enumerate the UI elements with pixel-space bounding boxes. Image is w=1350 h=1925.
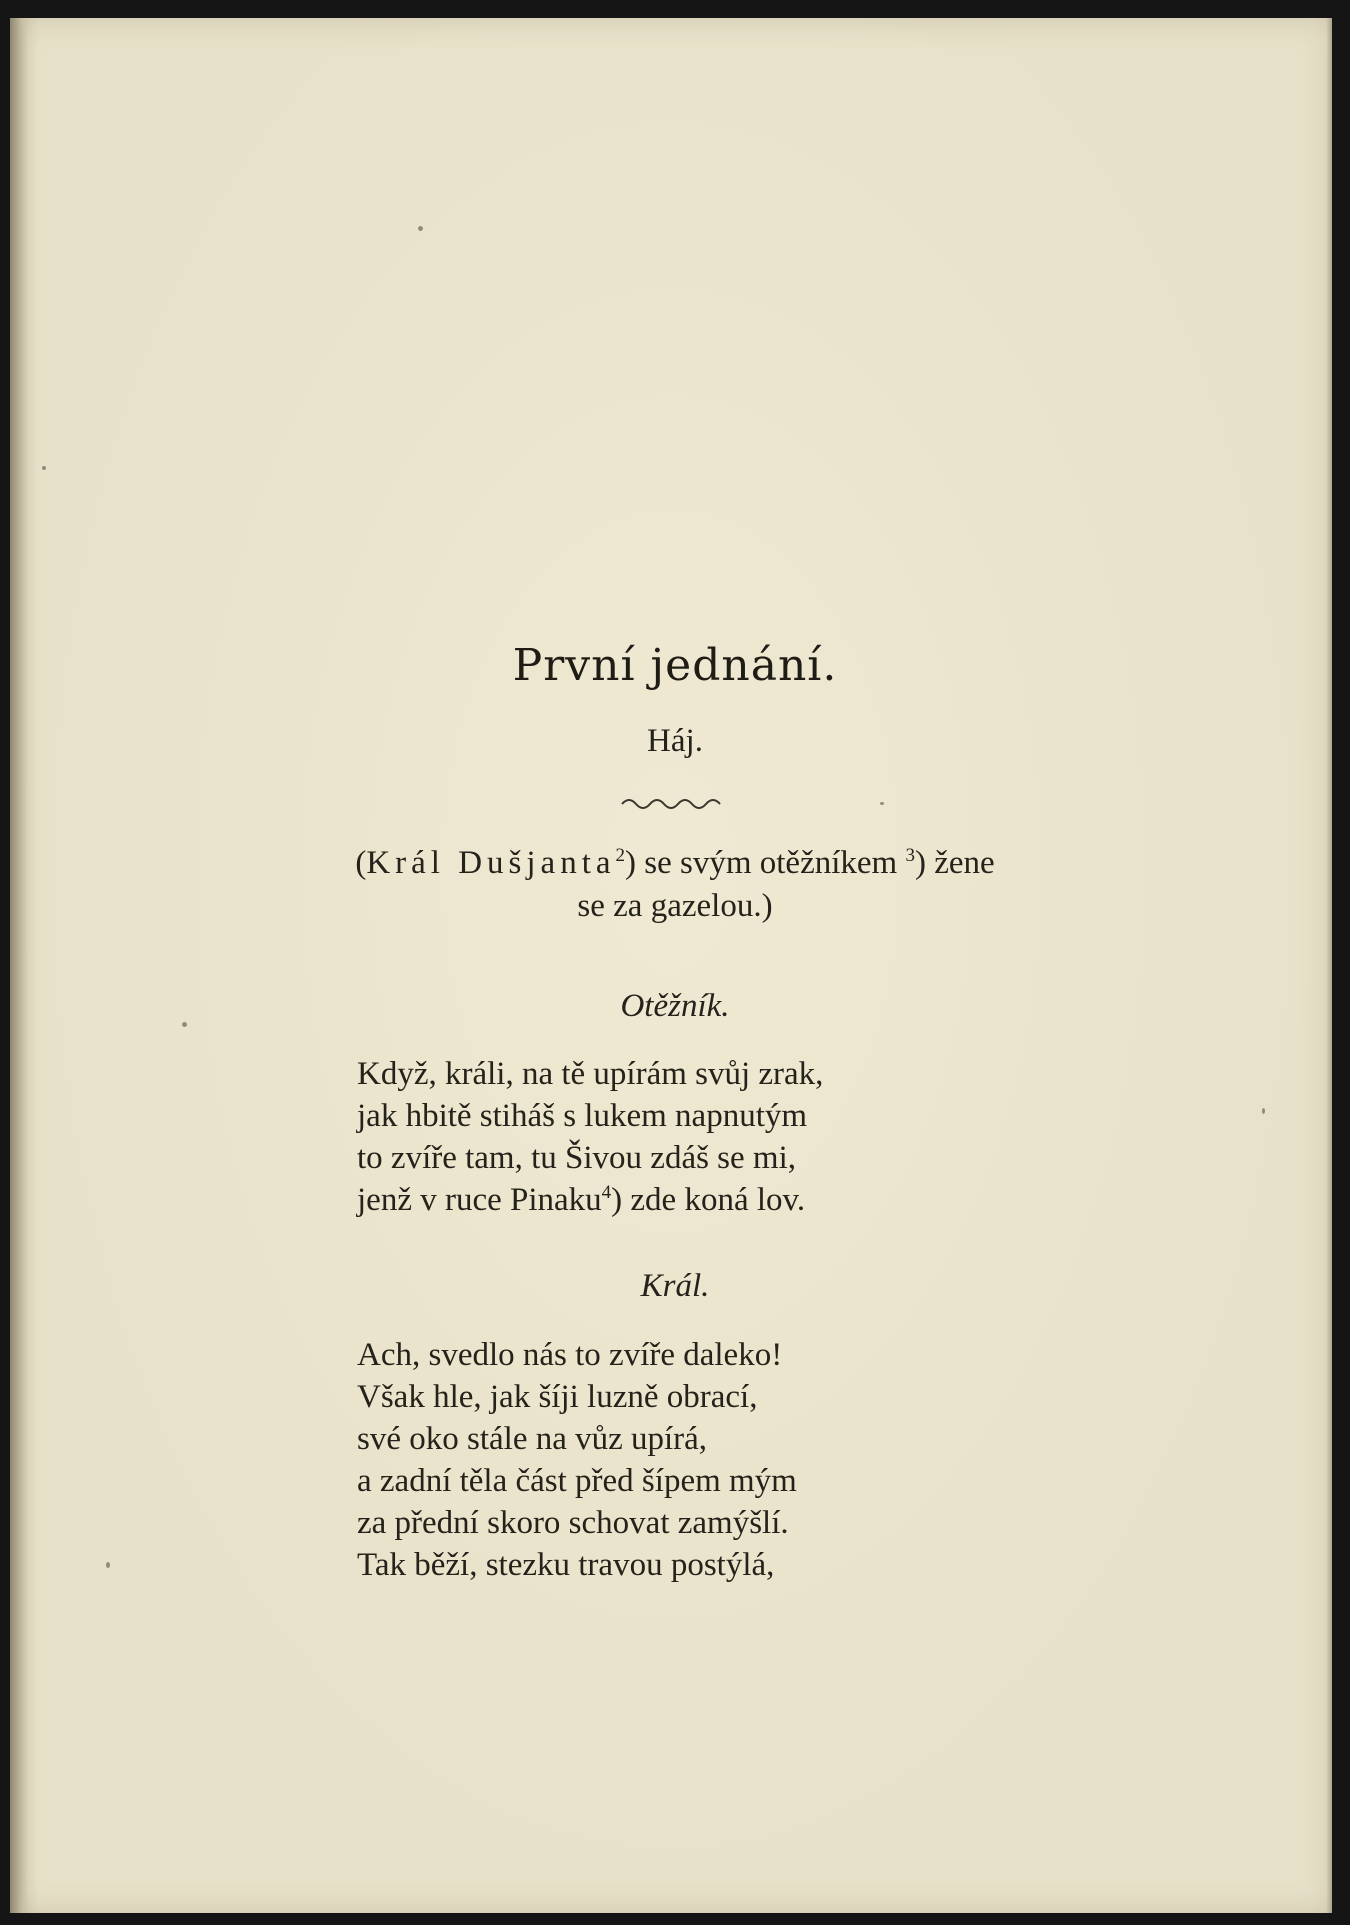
stage-direction-end: žene xyxy=(925,845,995,881)
speaker-name: Král. xyxy=(640,1268,710,1304)
verse-line: Však hle, jak šíji luzně obrací, xyxy=(357,1379,758,1415)
paper-speck xyxy=(418,226,423,231)
page-spine-shadow xyxy=(10,18,28,1913)
king-label: Král Dušjanta xyxy=(366,845,616,881)
speaker-name: Otěžník. xyxy=(620,988,730,1024)
footnote-ref-3: 3 xyxy=(905,845,915,866)
stage-direction-line-2: se za gazelou.) xyxy=(577,888,773,924)
paper-speck xyxy=(42,466,46,470)
act-heading: První jednání. xyxy=(512,640,838,691)
stage-direction-middle: se svým otěžníkem xyxy=(636,845,906,881)
verse-line: Tak běží, stezku travou postýlá, xyxy=(357,1547,775,1583)
verse-line: Když, králi, na tě upírám svůj zrak, xyxy=(357,1056,824,1092)
scene-title: Háj. xyxy=(647,723,703,759)
close-paren: ) xyxy=(914,845,926,881)
verse-block xyxy=(357,1053,823,1221)
open-paren: ( xyxy=(355,845,367,881)
wavy-ornament-icon xyxy=(620,792,730,812)
verse-line: jenž v ruce Pinaku xyxy=(357,1182,602,1218)
verse-line-tail: ) zde koná lov. xyxy=(611,1182,806,1218)
book-page xyxy=(10,18,1332,1913)
verse-line-with-note xyxy=(357,1179,823,1221)
page-edge-shadow xyxy=(1326,18,1332,1913)
verse-line: jak hbitě stiháš s lukem napnutým xyxy=(357,1098,808,1134)
paper-speck xyxy=(880,802,884,805)
paper-speck xyxy=(106,1562,110,1568)
verse-line: za přední skoro schovat zamýšlí. xyxy=(357,1505,789,1541)
paper-speck xyxy=(1262,1108,1265,1114)
verse-line: své oko stále na vůz upírá, xyxy=(357,1421,708,1457)
close-paren: ) xyxy=(625,845,637,881)
stage-direction-line-1 xyxy=(0,842,1350,885)
footnote-ref-2: 2 xyxy=(615,845,626,866)
verse-line: Ach, svedlo nás to zvíře daleko! xyxy=(357,1337,783,1373)
verse-line: to zvíře tam, tu Šivou zdáš se mi, xyxy=(357,1140,797,1176)
footnote-ref-4: 4 xyxy=(601,1182,612,1203)
verse-block xyxy=(357,1334,797,1586)
verse-line: a zadní těla část před šípem mým xyxy=(357,1463,797,1499)
stage-direction xyxy=(0,842,1350,928)
